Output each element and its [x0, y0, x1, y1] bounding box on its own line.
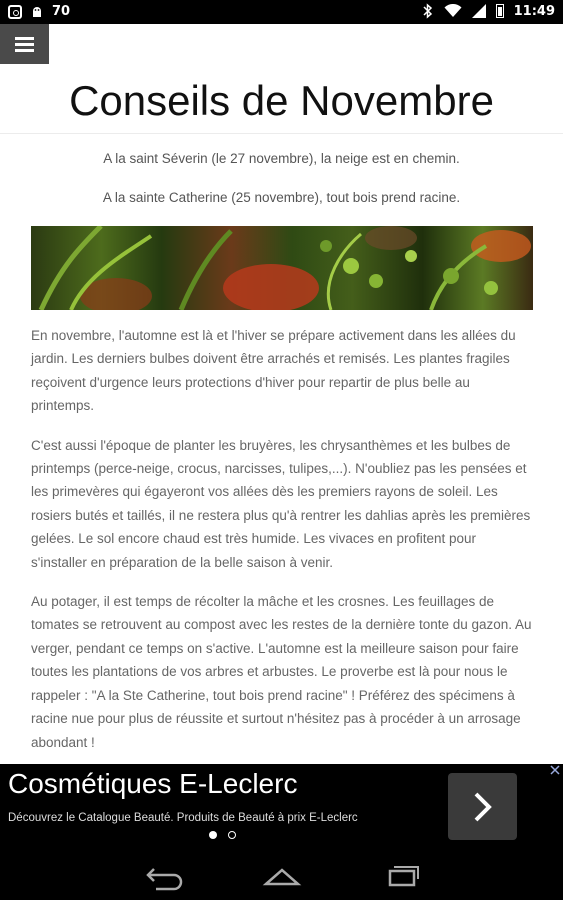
ad-choices-icon[interactable] — [550, 765, 560, 775]
back-icon — [132, 858, 192, 892]
navigation-bar — [0, 850, 563, 900]
page-title: Conseils de Novembre — [69, 77, 494, 124]
android-notification-icon — [30, 5, 44, 19]
ad-banner[interactable] — [0, 764, 563, 850]
wifi-icon — [444, 4, 462, 18]
article-paragraph: C'est aussi l'époque de planter les bruyères, les chrysanthèmes et les bulbes de printemps (perce-neige, crocus, narcisses, tulipes,...). N'oubliez pas les pensées et les primevères qui égayeront vos allées dès les premiers rayons de soleil. Les rosiers butés et taillés, il ne restera plus qu'à rentrer les dahlias après les premières gelées. Le sol encore chaud est très humide. Les vivaces en profitent pour s'installer en préparation de la belle saison à venir. — [31, 437, 531, 570]
status-bar — [0, 0, 563, 24]
title-divider — [0, 133, 563, 134]
plants-illustration — [31, 226, 533, 310]
proverb-catherine: A la sainte Catherine (25 novembre), tout bois prend racine. — [102, 190, 461, 205]
menu-button[interactable] — [0, 24, 49, 64]
article-paragraph: En novembre, l'automne est là et l'hiver se prépare activement dans les allées du jardin. Les derniers bulbes doivent être arrachés et remisés. Les plantes fragiles reçoivent d'urgence leurs protections d'hiver pour repartir de plus belle au printemps. — [31, 328, 516, 414]
recent-apps-button[interactable] — [372, 858, 432, 892]
signal-icon — [472, 4, 486, 18]
proverb-severin: A la saint Séverin (le 27 novembre), la neige est en chemin. — [103, 151, 460, 166]
home-icon — [252, 858, 312, 892]
instagram-icon — [8, 5, 22, 19]
back-button[interactable] — [132, 858, 192, 892]
recent-apps-icon — [372, 858, 432, 892]
ad-title[interactable]: Cosmétiques E-Leclerc — [8, 768, 298, 799]
hamburger-menu-icon — [15, 37, 34, 40]
ad-next-button[interactable] — [448, 773, 517, 840]
article-paragraph: Au potager, il est temps de récolter la mâche et les crosnes. Les feuillages de tomates se retrouvent au compost avec les restes de la dernière tonte du gazon. Au verger, pendant ce temps on s'active. L'automne est la meilleure saison pour faire toutes les plantations de vos arbres et arbustes. Le proverbe est là pour nous le rappeler : "A la Ste Catherine, tout bois prend racine" ! Préférez des spécimens à racine nue pour plus de réussite et surtout n'hésitez pas à procéder à un arrosage abondant ! — [31, 594, 532, 750]
ad-subtitle[interactable]: Découvrez le Catalogue Beauté. Produits de Beauté à prix E-Leclerc — [8, 812, 358, 824]
status-right — [422, 3, 555, 19]
plants-banner-image — [31, 226, 533, 310]
article-content — [31, 324, 533, 770]
home-button[interactable] — [252, 858, 312, 892]
status-time: 11:49 — [513, 3, 555, 19]
bluetooth-icon — [422, 3, 434, 19]
chevron-right-icon — [448, 773, 517, 840]
notification-count: 70 — [52, 4, 71, 19]
pager-dot-active[interactable] — [209, 831, 217, 839]
hamburger-menu-icon-bar — [15, 49, 34, 52]
status-left — [8, 4, 70, 19]
hamburger-menu-icon-bar — [15, 43, 34, 46]
pager-dot-inactive[interactable] — [228, 831, 236, 839]
battery-icon — [496, 4, 504, 18]
